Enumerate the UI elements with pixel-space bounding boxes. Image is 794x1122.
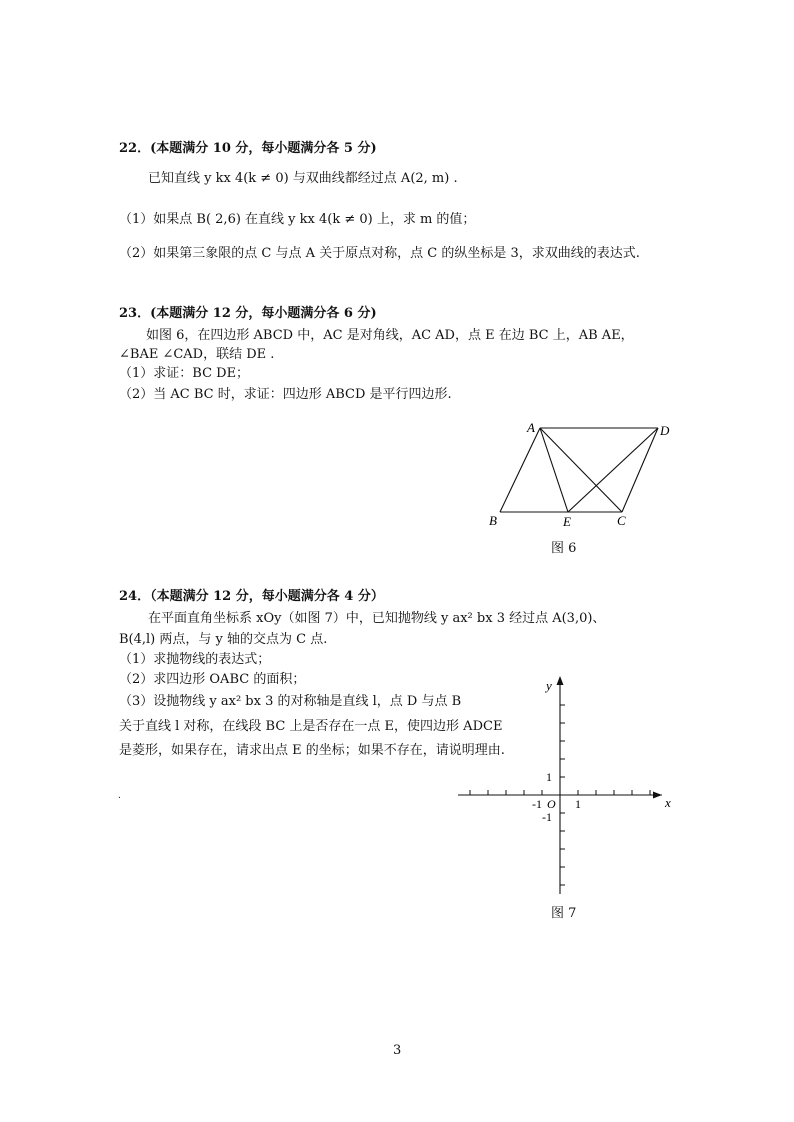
q24-line5: 是菱形，如果存在，请求出点 E 的坐标；如果不存在，请说明理由. <box>119 743 505 758</box>
segment-cd <box>622 428 658 512</box>
page-number: 3 <box>393 1043 402 1058</box>
q24-line1: 在平面直角坐标系 xOy（如图 7）中，已知抛物线 y ax² bx 3 经过点 A(3,0)、 <box>148 611 606 626</box>
q24-part1: （1）求抛物线的表达式； <box>119 652 271 667</box>
figure-6-quadrilateral <box>480 415 680 535</box>
x-tick-neg1-label: -1 <box>532 797 542 811</box>
segment-ae <box>540 428 568 512</box>
y-tick-neg1-label: -1 <box>542 810 552 824</box>
q24-line4: 关于直线 l 对称，在线段 BC 上是否存在一点 E，使四边形 ADCE <box>119 719 503 734</box>
x-tick-1-label: 1 <box>575 797 581 811</box>
q23-title: 23．(本题满分 12 分，每小题满分各 6 分) <box>119 306 377 321</box>
origin-label: O <box>547 797 556 811</box>
q23-part2: （2）当 AC BC 时，求证：四边形 ABCD 是平行四边形. <box>119 387 452 402</box>
q23-line2: ∠BAE ∠CAD，联结 DE . <box>119 347 275 362</box>
x-axis-arrow <box>653 792 662 799</box>
q23-part1: （1）求证：BC DE； <box>119 366 250 381</box>
label-e: E <box>563 514 571 529</box>
q22-title: 22．(本题满分 10 分，每小题满分各 5 分) <box>119 141 377 156</box>
figure-7-coordinate-plane <box>450 670 680 900</box>
figure-7-caption: 图 7 <box>551 906 577 921</box>
q22-intro: 已知直线 y kx 4(k ≠ 0) 与双曲线都经过点 A(2, m) . <box>148 171 458 186</box>
segment-ab <box>500 428 540 512</box>
q24-title: 24．（本题满分 12 分，每小题满分各 4 分） <box>119 589 384 604</box>
q24-part2: （2）求四边形 OABC 的面积； <box>119 672 306 687</box>
label-d: D <box>660 423 670 438</box>
label-a: A <box>527 420 535 435</box>
y-axis-arrow <box>557 676 564 685</box>
label-b: B <box>489 513 497 528</box>
q22-part1: （1）如果点 B( 2,6) 在直线 y kx 4(k ≠ 0) 上，求 m 的值； <box>119 212 476 227</box>
x-axis-label: x <box>665 795 671 810</box>
y-axis-label: y <box>546 678 552 693</box>
label-c: C <box>617 513 626 528</box>
q24-part3: （3）设抛物线 y ax² bx 3 的对称轴是直线 l，点 D 与点 B <box>119 694 462 709</box>
q23-line1: 如图 6，在四边形 ABCD 中，AC 是对角线，AC AD，点 E 在边 BC 上，AB AE， <box>146 328 634 343</box>
stray-mark: . <box>118 791 121 801</box>
y-tick-1-label: 1 <box>546 770 552 784</box>
q24-line2: B(4,l) 两点，与 y 轴的交点为 C 点. <box>119 632 328 647</box>
figure-6-caption: 图 6 <box>551 541 577 556</box>
q22-part2: （2）如果第三象限的点 C 与点 A 关于原点对称，点 C 的纵坐标是 3，求双曲线的表达式. <box>119 246 640 261</box>
